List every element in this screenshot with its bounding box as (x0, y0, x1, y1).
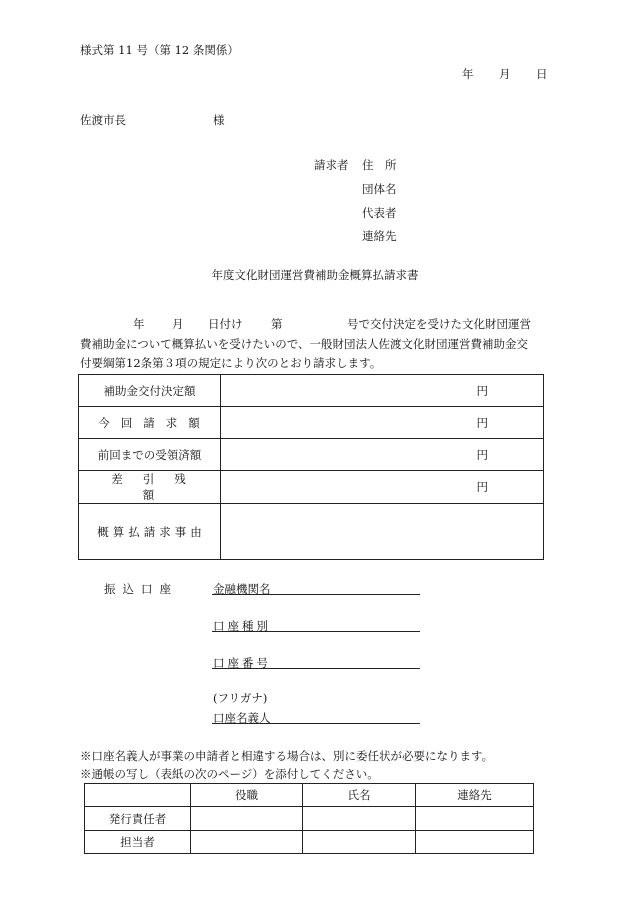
decided-amount-label: 補助金交付決定額 (79, 375, 221, 407)
addressee-honorific: 様 (213, 113, 225, 127)
account-number-label: 口座番号 (213, 656, 271, 670)
contact-header-name: 氏名 (303, 784, 416, 807)
requester-contact: 連絡先 (362, 229, 397, 243)
person-position-cell (191, 831, 303, 854)
body-month: 月 (172, 317, 184, 331)
body-line3: 付要綱第12条第３項の規定により次のとおり請求します。 (80, 356, 382, 370)
person-in-charge-label: 担当者 (85, 831, 191, 854)
table-row (79, 504, 544, 560)
body-line2: 費補助金について概算払いを受けたいので、一般財団法人佐渡文化財団運営費補助金交 (80, 337, 529, 351)
table-row (85, 831, 534, 854)
amount-table (78, 374, 544, 560)
requester-organization: 団体名 (362, 182, 397, 196)
issuer-contact-cell (416, 807, 534, 831)
balance-unit: 円 (221, 471, 544, 504)
bank-heading: 振込口座 (104, 582, 178, 596)
account-number-underline (212, 668, 420, 669)
account-type-label: 口座種別 (213, 619, 271, 633)
issuer-position-cell (191, 807, 303, 831)
bank-name-label: 金融機関名 (213, 582, 271, 596)
note-power-of-attorney: ※口座名義人が事業の申請者と相違する場合は、別に委任状が必要になります。 (80, 749, 494, 763)
table-row (85, 807, 534, 831)
account-holder-underline (212, 723, 420, 724)
addressee-name: 佐渡市長 (80, 113, 126, 127)
account-type-underline (212, 631, 420, 632)
date-month-label: 月 (499, 67, 511, 81)
requester-address: 住 所 (362, 158, 397, 172)
contact-header-position: 役職 (191, 784, 303, 807)
body-number-prefix: 第 (271, 317, 283, 331)
date-year-label: 年 (462, 67, 474, 81)
previous-received-label: 前回までの受領済額 (79, 439, 221, 471)
requester-representative: 代表者 (362, 206, 397, 220)
requester-label: 請求者 (314, 158, 349, 172)
date-day-label: 日 (536, 67, 548, 81)
current-request-label: 今回請求額 (79, 407, 221, 439)
person-name-cell (303, 831, 416, 854)
person-contact-cell (416, 831, 534, 854)
table-row (79, 471, 544, 504)
furigana-label: (フリガナ) (213, 691, 268, 705)
body-year: 年 (133, 317, 145, 331)
reason-value (221, 504, 544, 560)
body-dated: 日付け (208, 317, 243, 331)
balance-label: 差引残額 (79, 471, 221, 504)
document-title: 年度文化財団運営費補助金概算払請求書 (211, 268, 419, 282)
form-number: 様式第 11 号（第 12 条関係） (80, 43, 239, 57)
table-row (79, 439, 544, 471)
reason-label: 概算払請求事由 (79, 504, 221, 560)
table-row (79, 407, 544, 439)
account-holder-label: 口座名義人 (213, 711, 271, 725)
contact-header-contact: 連絡先 (416, 784, 534, 807)
decided-amount-unit: 円 (221, 375, 544, 407)
issuer-label: 発行責任者 (85, 807, 191, 831)
contact-header-blank (85, 784, 191, 807)
note-passbook-copy: ※通帳の写し（表紙の次のページ）を添付してください。 (80, 767, 379, 781)
current-request-unit: 円 (221, 407, 544, 439)
previous-received-unit: 円 (221, 439, 544, 471)
contact-table (84, 783, 534, 854)
table-row (85, 784, 534, 807)
table-row (79, 375, 544, 407)
issuer-name-cell (303, 807, 416, 831)
bank-name-underline (212, 594, 420, 595)
body-line1-rest: 号で交付決定を受けた文化財団運営 (347, 317, 531, 331)
